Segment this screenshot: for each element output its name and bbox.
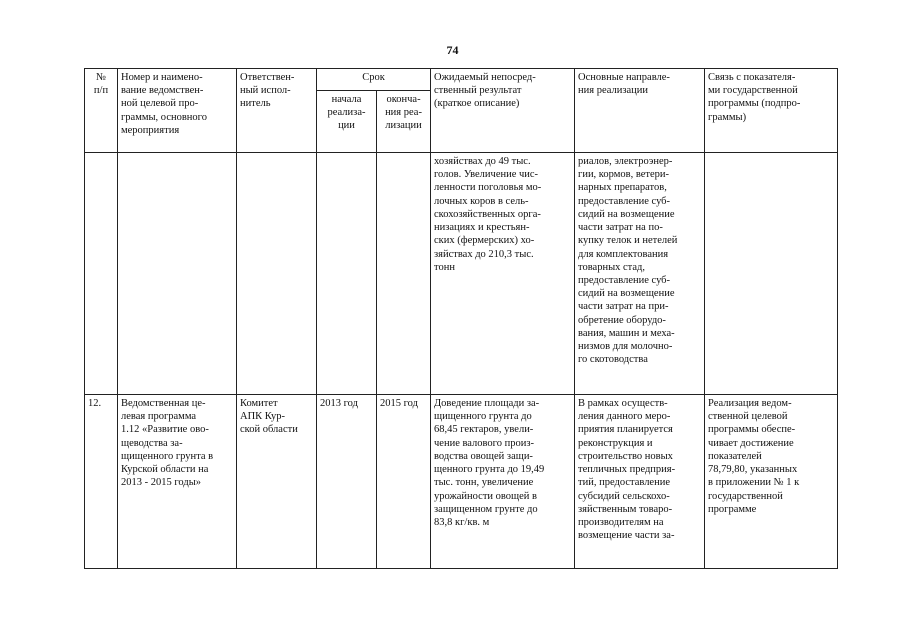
cell-num: 12. [85,395,118,569]
header-term-start: начала реализа- ции [317,91,377,153]
cell-num [85,153,118,395]
cell-link [705,153,838,395]
cell-expected: хозяйствах до 49 тыс. голов. Увеличение чис- ленности поголовья мо- лочных коров в сель- скохозяйственных орга- низациях и крестьян- ских (фермерских) хо- зяйствах до 210,3 тыс. тонн [431,153,575,395]
header-name: Номер и наимено- вание ведомствен- ной целевой про- граммы, основного мероприятия [118,69,237,153]
table-row [85,395,838,569]
cell-start: 2013 год [317,395,377,569]
table-row [85,153,838,395]
header-link: Связь с показателя- ми государственной программы (подпро- граммы) [705,69,838,153]
cell-name [118,153,237,395]
cell-link: Реализация ведом- ственной целевой программы обеспе- чивает достижение показателей 78,79,80, указанных в приложении № 1 к государственной программе [705,395,838,569]
page-number: 74 [446,43,459,57]
cell-start [317,153,377,395]
header-responsible: Ответствен- ный испол- нитель [237,69,317,153]
header-term-end: оконча- ния реа- лизации [377,91,431,153]
cell-responsible: Комитет АПК Кур- ской области [237,395,317,569]
cell-end [377,153,431,395]
header-num: № п/п [85,69,118,153]
header-term: Срок [317,69,431,91]
program-table [84,68,838,569]
header-directions: Основные направле- ния реализации [575,69,705,153]
cell-end: 2015 год [377,395,431,569]
header-expected: Ожидаемый непосред- ственный результат (краткое описание) [431,69,575,153]
cell-expected: Доведение площади за- щищенного грунта до 68,45 гектаров, увели- чение валового произ- водства овощей защи- щенного грунта до 19,49 тыс. тонн, увеличение урожайности овощей в защищенном грунте до 83,8 кг/кв. м [431,395,575,569]
cell-responsible [237,153,317,395]
cell-directions: риалов, электроэнер- гии, кормов, ветери- нарных препаратов, предоставление суб- сидий на возмещение части затрат на по- купку телок и нетелей для комплектования товарных стад, предоставление суб- сидий на возмещение части затрат на при- обретение оборудо- вания, машин и меха- низмов для молочно- го скотоводства [575,153,705,395]
header-row-1 [85,69,838,91]
cell-directions: В рамках осуществ- ления данного меро- приятия планируется реконструкция и строительство новых тепличных предприя- тий, предоставление субсидий сельскохо- зяйственным товаро- производителям на возмещение части за- [575,395,705,569]
cell-name: Ведомственная це- левая программа 1.12 «Развитие ово- щеводства за- щищенного грунта в Курской области на 2013 - 2015 годы» [118,395,237,569]
